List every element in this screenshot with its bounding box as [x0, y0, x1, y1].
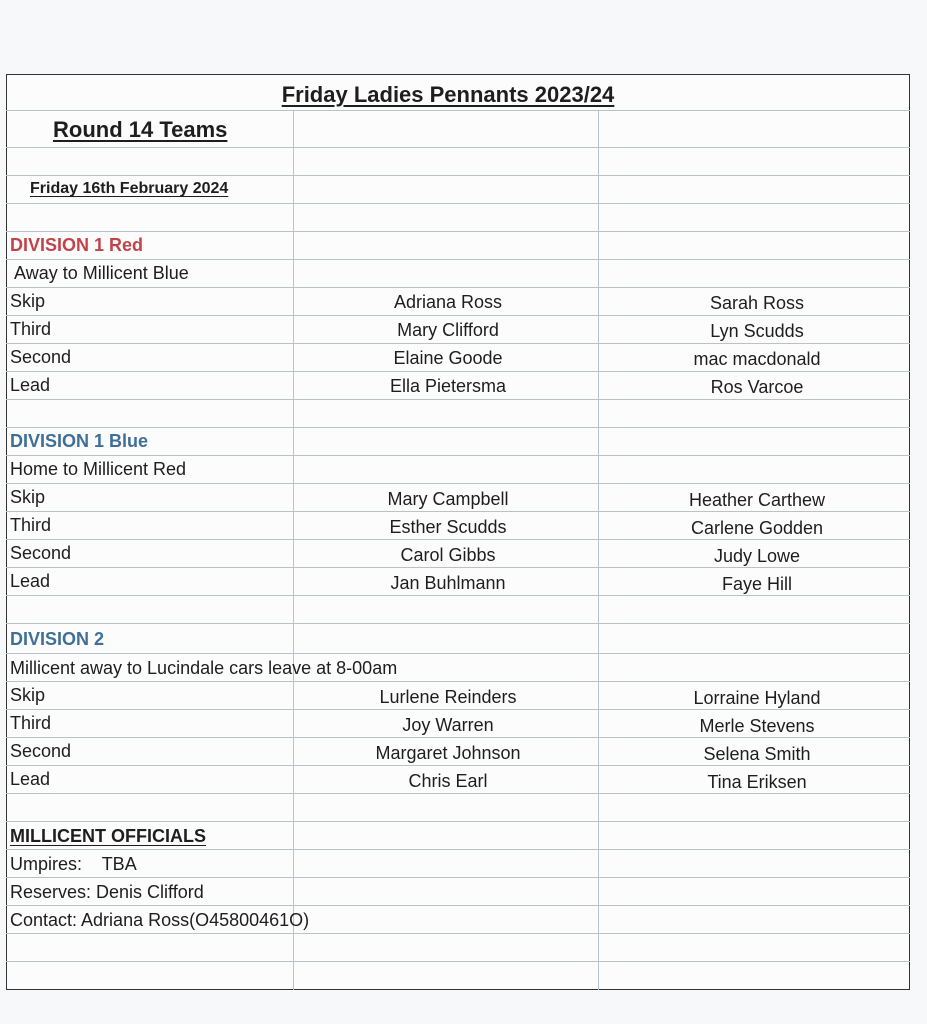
player-cell: Joy Warren: [402, 715, 494, 735]
row-rule: [6, 765, 910, 766]
position-label: Third: [10, 515, 52, 535]
position-label: Third: [10, 319, 52, 339]
row-rule: [6, 287, 910, 288]
row-rule: [6, 595, 910, 596]
player-cell: Lyn Scudds: [710, 321, 804, 341]
row-rule: [6, 147, 910, 148]
row-rule: [6, 371, 910, 372]
player-cell: Mary Clifford: [397, 320, 499, 340]
row-rule: [6, 905, 910, 906]
row-rule: [6, 399, 910, 400]
position-label: Third: [10, 713, 52, 733]
player-cell: Esther Scudds: [389, 517, 507, 537]
row-rule: [6, 231, 910, 232]
officials-contact: Contact: Adriana Ross(O45800461O): [10, 910, 310, 930]
row-rule: [6, 709, 910, 710]
row-rule: [6, 821, 910, 822]
player-cell: Elaine Goode: [393, 348, 503, 368]
player-cell: mac macdonald: [693, 349, 821, 369]
round-heading: Round 14 Teams: [53, 117, 228, 142]
row-rule: [6, 567, 910, 568]
position-label: Second: [10, 741, 72, 761]
player-cell: Ros Varcoe: [710, 377, 804, 397]
division-1-red-heading: DIVISION 1 Red: [10, 235, 144, 255]
position-label: Second: [10, 543, 72, 563]
row-rule: [6, 933, 910, 934]
player-cell: Carol Gibbs: [400, 545, 496, 565]
row-rule: [6, 511, 910, 512]
player-cell: Merle Stevens: [699, 716, 815, 736]
player-cell: Lorraine Hyland: [693, 688, 821, 708]
row-rule: [6, 961, 910, 962]
match-date: Friday 16th February 2024: [30, 180, 229, 197]
row-rule: [6, 455, 910, 456]
division-1-blue-heading: DIVISION 1 Blue: [10, 431, 149, 451]
position-label: Lead: [10, 375, 51, 395]
division-2-fixture: Millicent away to Lucindale cars leave at 8-00am: [10, 658, 398, 678]
row-rule: [6, 849, 910, 850]
position-label: Skip: [10, 487, 46, 507]
column-rule: [293, 110, 294, 990]
position-label: Skip: [10, 685, 46, 705]
player-cell: Mary Campbell: [387, 489, 509, 509]
officials-reserves: Reserves: Denis Clifford: [10, 882, 204, 902]
player-cell: Lurlene Reinders: [379, 687, 517, 707]
position-label: Lead: [10, 571, 51, 591]
player-cell: Heather Carthew: [688, 490, 826, 510]
player-cell: Jan Buhlmann: [390, 573, 506, 593]
row-rule: [6, 539, 910, 540]
player-cell: Ella Pietersma: [389, 376, 507, 396]
column-rule: [598, 110, 599, 990]
player-cell: Chris Earl: [408, 771, 488, 791]
player-cell: Margaret Johnson: [375, 743, 521, 763]
row-rule: [6, 653, 910, 654]
row-rule: [6, 427, 910, 428]
division-2-heading: DIVISION 2: [10, 629, 105, 649]
row-rule: [6, 793, 910, 794]
row-rule: [6, 343, 910, 344]
player-cell: Tina Eriksen: [707, 772, 807, 792]
row-rule: [6, 483, 910, 484]
player-cell: Carlene Godden: [690, 518, 824, 538]
row-rule: [6, 623, 910, 624]
position-label: Skip: [10, 291, 46, 311]
row-rule: [6, 315, 910, 316]
row-rule: [6, 737, 910, 738]
player-cell: Adriana Ross: [393, 292, 503, 312]
officials-umpires: Umpires: TBA: [10, 854, 137, 874]
player-cell: Judy Lowe: [713, 546, 801, 566]
position-label: Lead: [10, 769, 51, 789]
row-rule: [6, 110, 910, 111]
sheet-title: Friday Ladies Pennants 2023/24: [281, 82, 615, 107]
player-cell: Sarah Ross: [709, 293, 805, 313]
row-rule: [6, 877, 910, 878]
row-rule: [6, 681, 910, 682]
row-rule: [6, 203, 910, 204]
player-cell: Selena Smith: [703, 744, 811, 764]
division-1-blue-fixture: Home to Millicent Red: [10, 459, 187, 479]
player-cell: Faye Hill: [721, 574, 793, 594]
division-1-red-fixture: Away to Millicent Blue: [10, 263, 189, 283]
row-rule: [6, 175, 910, 176]
row-rule: [6, 259, 910, 260]
position-label: Second: [10, 347, 72, 367]
officials-heading: MILLICENT OFFICIALS: [10, 826, 206, 846]
